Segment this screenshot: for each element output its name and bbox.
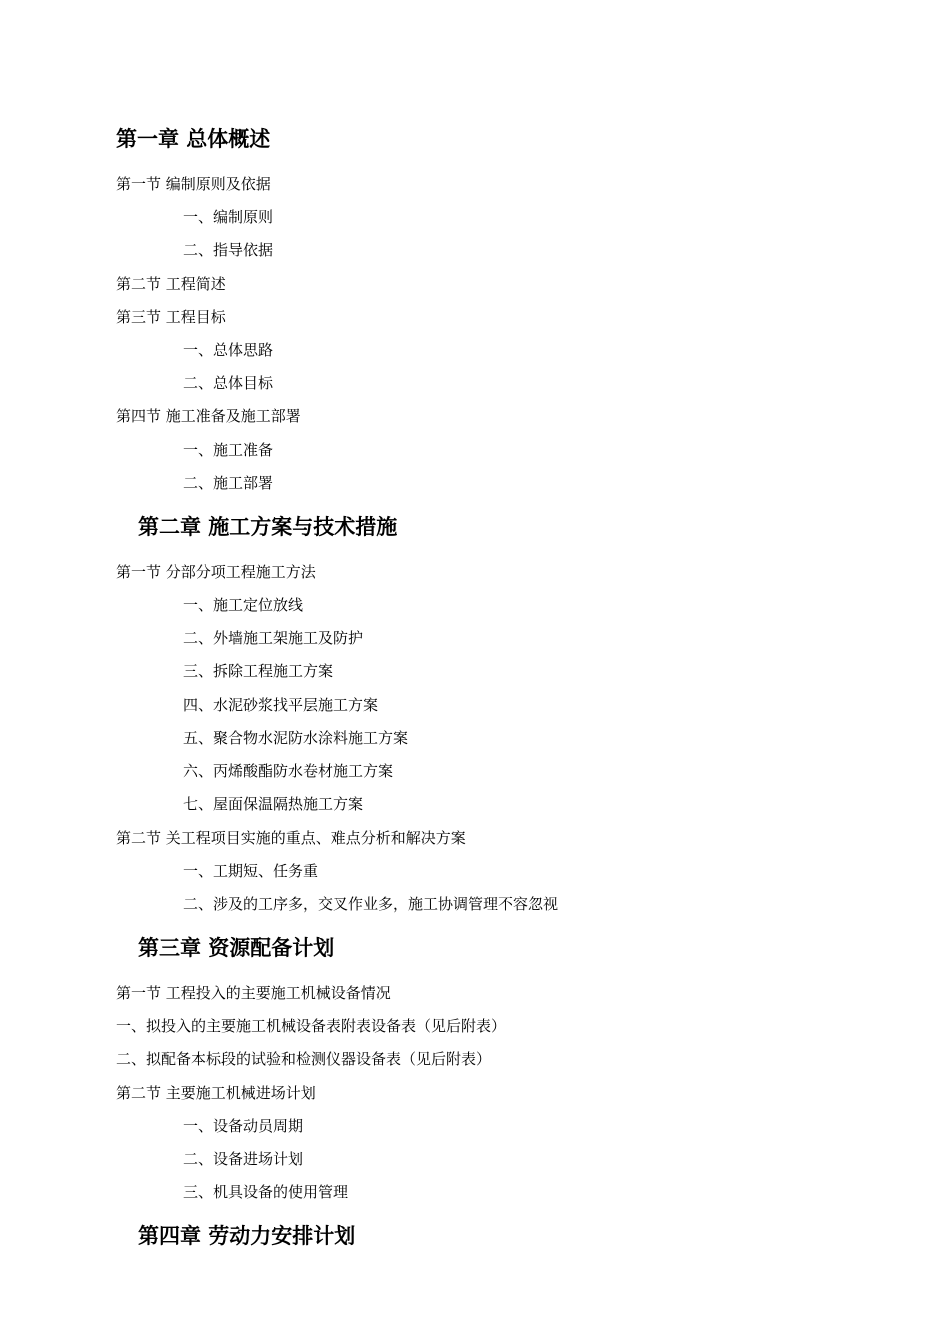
toc-item: 一、拟投入的主要施工机械设备表附表设备表（见后附表） xyxy=(116,1017,507,1035)
toc-item: 一、施工准备 xyxy=(183,441,274,459)
toc-item: 二、设备进场计划 xyxy=(183,1150,304,1168)
chapter-heading: 第一章 总体概述 xyxy=(116,127,271,151)
section-heading: 第二节 关工程项目实施的重点、难点分析和解决方案 xyxy=(116,829,466,847)
toc-item: 二、总体目标 xyxy=(183,374,274,392)
toc-item: 三、拆除工程施工方案 xyxy=(183,662,334,680)
section-heading: 第三节 工程目标 xyxy=(116,308,226,326)
toc-item: 七、屋面保温隔热施工方案 xyxy=(183,795,364,813)
toc-item: 六、丙烯酸酯防水卷材施工方案 xyxy=(183,762,394,780)
chapter-heading: 第二章 施工方案与技术措施 xyxy=(138,515,398,539)
toc-item: 一、编制原则 xyxy=(183,208,274,226)
toc-item: 一、工期短、任务重 xyxy=(183,862,319,880)
toc-item: 三、机具设备的使用管理 xyxy=(183,1183,349,1201)
toc-item: 五、聚合物水泥防水涂料施工方案 xyxy=(183,729,409,747)
toc-item: 一、设备动员周期 xyxy=(183,1117,304,1135)
section-heading: 第二节 主要施工机械进场计划 xyxy=(116,1084,316,1102)
toc-item: 四、水泥砂浆找平层施工方案 xyxy=(183,696,379,714)
chapter-heading: 第四章 劳动力安排计划 xyxy=(138,1224,356,1248)
toc-item: 一、施工定位放线 xyxy=(183,596,304,614)
toc-item: 二、涉及的工序多，交叉作业多，施工协调管理不容忽视 xyxy=(183,895,559,913)
section-heading: 第四节 施工准备及施工部署 xyxy=(116,407,301,425)
toc-item: 二、拟配备本标段的试验和检测仪器设备表（见后附表） xyxy=(116,1050,492,1068)
chapter-heading: 第三章 资源配备计划 xyxy=(138,936,335,960)
section-heading: 第一节 编制原则及依据 xyxy=(116,175,271,193)
toc-item: 二、施工部署 xyxy=(183,474,274,492)
toc-item: 一、总体思路 xyxy=(183,341,274,359)
section-heading: 第二节 工程简述 xyxy=(116,275,226,293)
section-heading: 第一节 分部分项工程施工方法 xyxy=(116,563,316,581)
section-heading: 第一节 工程投入的主要施工机械设备情况 xyxy=(116,984,391,1002)
toc-item: 二、指导依据 xyxy=(183,241,274,259)
toc-item: 二、外墙施工架施工及防护 xyxy=(183,629,364,647)
